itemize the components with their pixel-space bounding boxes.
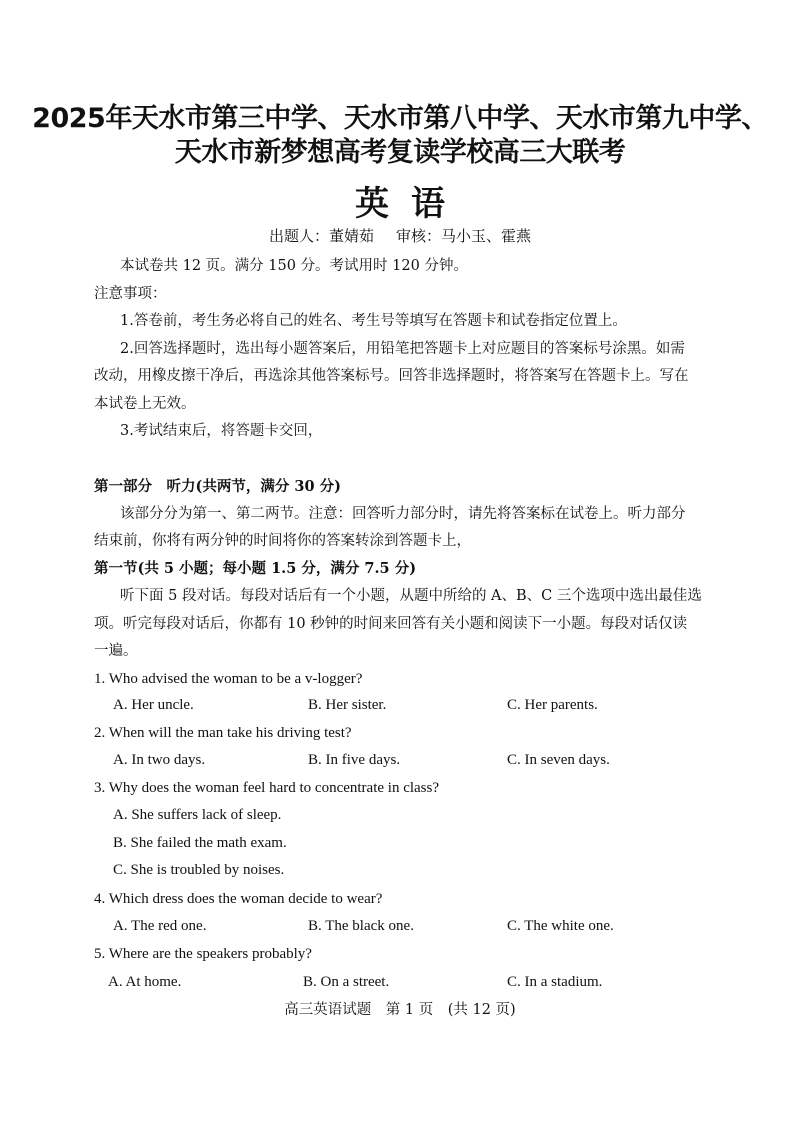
notice-item-2-line-1: 2.回答选择题时，选出每小题答案后，用铅笔把答题卡上对应题目的答案标号涂黑。如需 <box>120 341 685 357</box>
question-5-option-a: A. At home. <box>108 974 182 990</box>
page-footer: 高三英语试题 第 1 页 (共 12 页) <box>284 1002 516 1018</box>
question-1-stem: 1. Who advised the woman to be a v-logger? <box>94 671 363 687</box>
section1-desc-line-2: 项。听完每段对话后，你都有 10 秒钟的时间来回答有关小题和阅读下一小题。每段对话仅读 <box>94 616 688 632</box>
question-5-stem: 5. Where are the speakers probably? <box>94 946 312 962</box>
question-3-option-a: A. She suffers lack of sleep. <box>113 807 282 823</box>
question-5-option-b: B. On a street. <box>303 974 390 990</box>
authors-line <box>0 225 800 246</box>
question-1-option-a: A. Her uncle. <box>113 697 194 713</box>
notice-item-3: 3.考试结束后，将答题卡交回， <box>120 423 323 439</box>
section1-heading: 第一节(共 5 小题；每小题 1.5 分，满分 7.5 分) <box>94 560 417 577</box>
section1-desc-line-1: 听下面 5 段对话。每段对话后有一个小题，从题中所给的 A、B、C 三个选项中选出最佳选 <box>120 588 702 604</box>
question-3-option-c: C. She is troubled by noises. <box>113 862 285 878</box>
subject-title: 英语 <box>355 184 467 224</box>
question-3-stem: 3. Why does the woman feel hard to concentrate in class? <box>94 780 440 796</box>
part1-desc-line-2: 结束前，你将有两分钟的时间将你的答案转涂到答题卡上， <box>94 533 471 549</box>
question-4-stem: 4. Which dress does the woman decide to wear? <box>94 891 383 907</box>
notice-heading: 注意事项： <box>94 286 167 302</box>
question-setter: 出题人：董婧茹 <box>268 227 374 245</box>
question-4-option-b: B. The black one. <box>308 918 414 934</box>
notice-item-1: 1.答卷前，考生务必将自己的姓名、考生号等填写在答题卡和试卷指定位置上。 <box>120 313 627 329</box>
exam-title-line-1: 2025年天水市第三中学、天水市第八中学、天水市第九中学、 <box>32 103 768 134</box>
section1-desc-line-3: 一遍。 <box>94 643 138 659</box>
question-2-option-b: B. In five days. <box>308 752 401 768</box>
question-5-option-c: C. In a stadium. <box>507 974 603 990</box>
part1-heading: 第一部分 听力(共两节，满分 30 分) <box>94 478 341 495</box>
notice-item-2-line-2: 改动，用橡皮擦干净后，再选涂其他答案标号。回答非选择题时，将答案写在答题卡上。写在 <box>94 368 689 384</box>
question-1-option-b: B. Her sister. <box>308 697 387 713</box>
reviewers: 审核：马小玉、霍燕 <box>396 227 532 245</box>
question-1-option-c: C. Her parents. <box>507 697 598 713</box>
question-4-option-c: C. The white one. <box>507 918 614 934</box>
question-2-option-c: C. In seven days. <box>507 752 610 768</box>
question-4-option-a: A. The red one. <box>113 918 207 934</box>
part1-desc-line-1: 该部分分为第一、第二两节。注意：回答听力部分时，请先将答案标在试卷上。听力部分 <box>120 506 686 522</box>
exam-title-line-2: 天水市新梦想高考复读学校高三大联考 <box>174 137 626 168</box>
exam-summary: 本试卷共 12 页。满分 150 分。考试用时 120 分钟。 <box>120 258 468 274</box>
question-3-option-b: B. She failed the math exam. <box>113 835 287 851</box>
question-2-option-a: A. In two days. <box>113 752 206 768</box>
notice-item-2-line-3: 本试卷上无效。 <box>94 396 196 412</box>
question-2-stem: 2. When will the man take his driving test? <box>94 725 352 741</box>
